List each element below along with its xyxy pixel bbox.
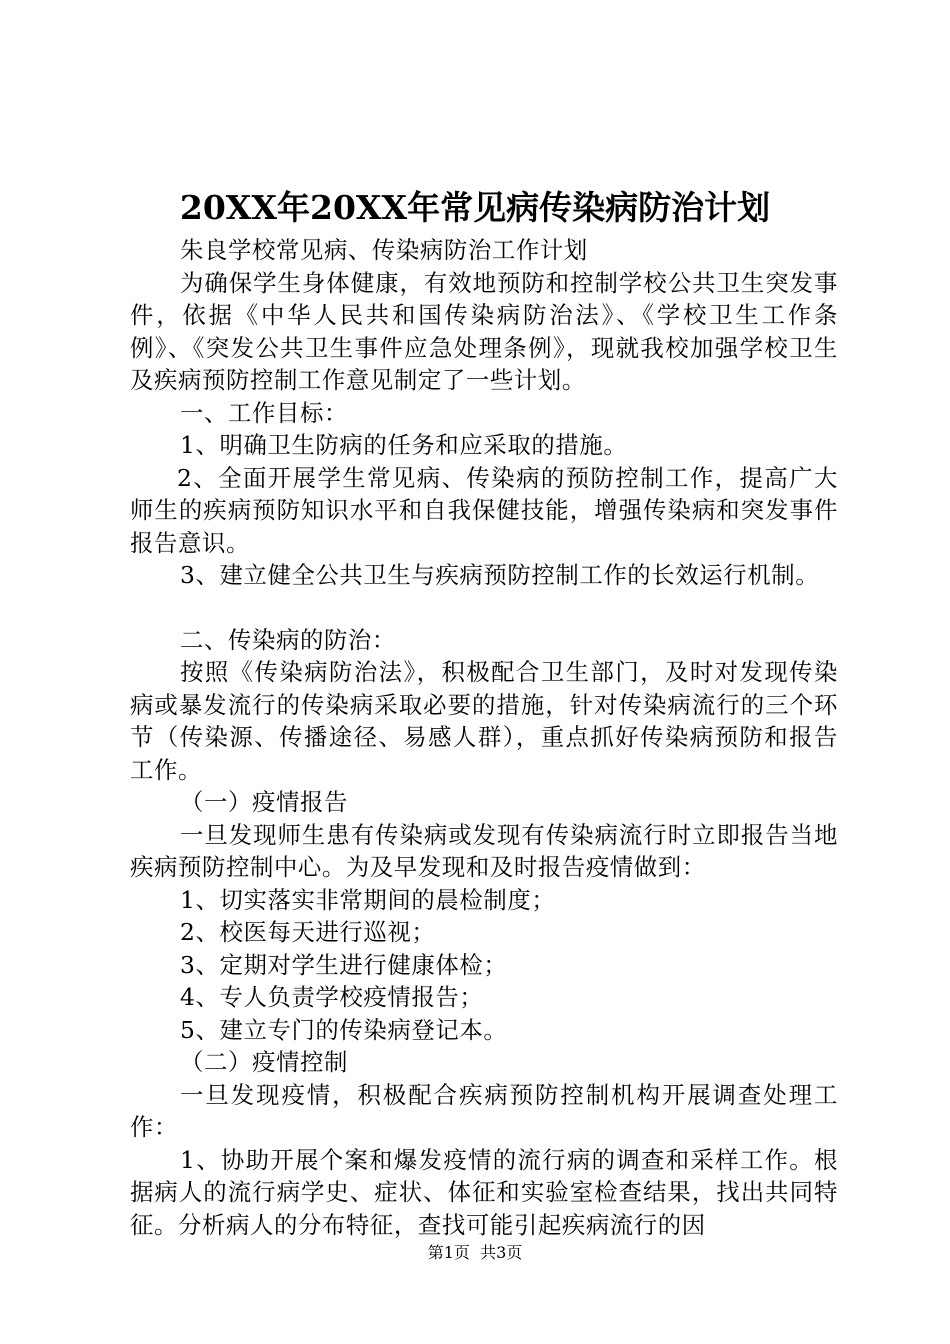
control-item-1: 1、协助开展个案和爆发疫情的流行病的调查和采样工作。根据病人的流行病学史、症状、体征和实验室检查结果，找出共同特征。分析病人的分布特征，查找可能引起疾病流行的因 [130, 1145, 838, 1239]
report-item-1: 1、切实落实非常期间的晨检制度； [180, 885, 556, 914]
section-heading-work-goals: 一、工作目标： [180, 398, 348, 427]
paragraph-school-plan-heading: 朱良学校常见病、传染病防治工作计划 [180, 236, 588, 264]
paragraph-control-procedure: 一旦发现疫情，积极配合疾病预防控制机构开展调查处理工作： [130, 1080, 838, 1141]
report-item-2: 2、校医每天进行巡视； [180, 918, 436, 946]
paragraph-introduction: 为确保学生身体健康，有效地预防和控制学校公共卫生突发事件，依据《中华人民共和国传染病防治法》、《学校卫生工作条例》、《突发公共卫生事件应急处理条例》，现就我校加强学校卫生及疾病预防控制工作意见制定了一些计划。 [130, 268, 838, 394]
report-item-3: 3、定期对学生进行健康体检； [180, 950, 508, 979]
paragraph-report-procedure: 一旦发现师生患有传染病或发现有传染病流行时立即报告当地疾病预防控制中心。为及早发现和及时报告疫情做到： [130, 820, 838, 881]
goal-item-2: 2、全面开展学生常见病、传染病的预防控制工作，提高广大师生的疾病预防知识水平和自我保健技能，增强传染病和突发事件报告意识。 [130, 463, 838, 557]
goal-item-3: 3、建立健全公共卫生与疾病预防控制工作的长效运行机制。 [180, 561, 820, 589]
subsection-heading-epidemic-control: （二）疫情控制 [180, 1048, 348, 1076]
document-body [130, 234, 838, 1241]
goal-item-1: 1、明确卫生防病的任务和应采取的措施。 [180, 431, 628, 459]
paragraph-spacer [130, 592, 838, 624]
report-item-5: 5、建立专门的传染病登记本。 [180, 1015, 508, 1044]
page-footer: 第1页 共3页 [427, 1243, 523, 1262]
paragraph-prevention-law: 按照《传染病防治法》，积极配合卫生部门，及时对发现传染病或暴发流行的传染病采取必要的措施，针对传染病流行的三个环节（传染源、传播途径、易感人群），重点抓好传染病预防和报告工作。 [130, 658, 838, 784]
section-heading-prevention: 二、传染病的防治： [180, 625, 396, 654]
report-item-4: 4、专人负责学校疫情报告； [180, 983, 484, 1011]
subsection-heading-epidemic-report: （一）疫情报告 [180, 788, 348, 816]
document-title: 20XX年20XX年常见病传染病防治计划 [179, 188, 771, 227]
